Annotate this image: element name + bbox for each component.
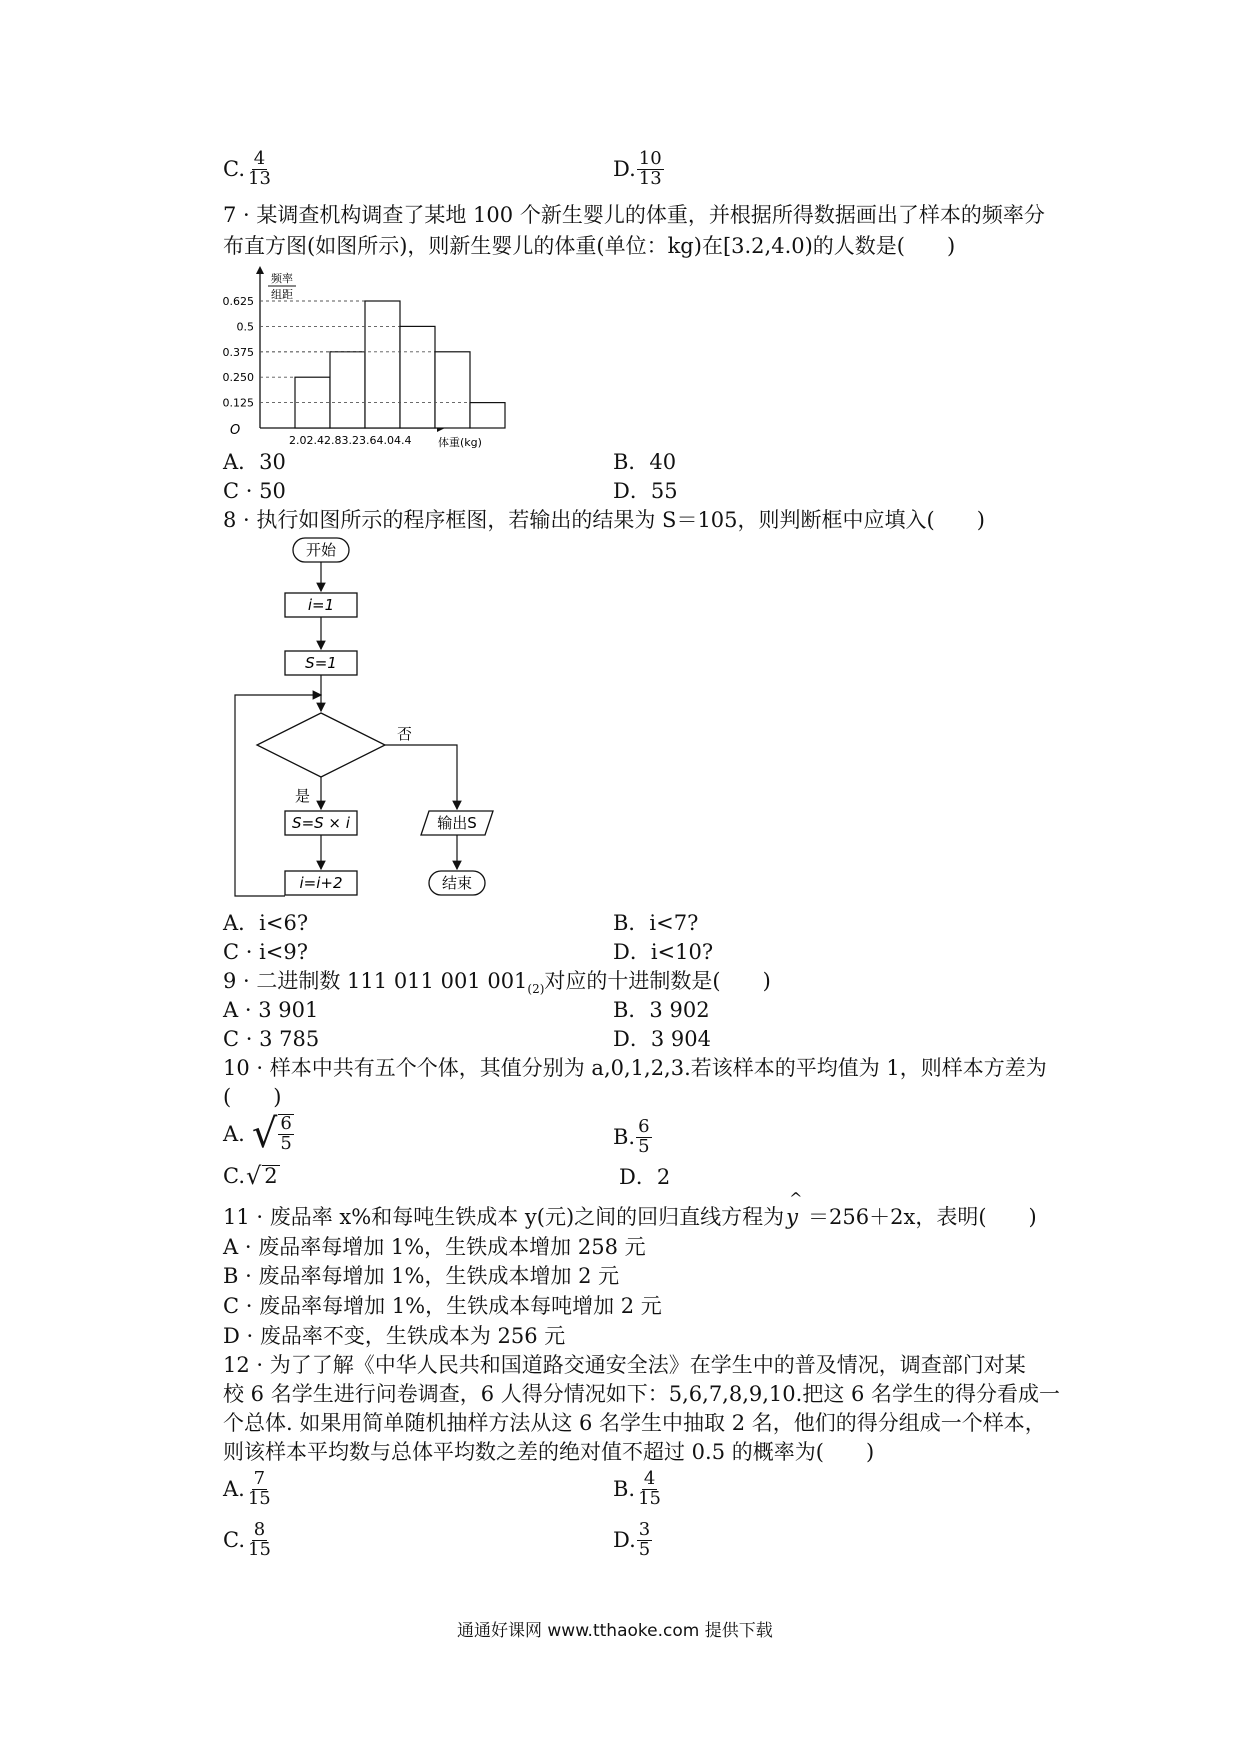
q9-text-main: 9 · 二进制数 111 011 001 001 bbox=[223, 969, 528, 993]
q6-option-c bbox=[223, 150, 273, 189]
fraction bbox=[636, 1470, 663, 1509]
origin-label: O bbox=[230, 423, 241, 438]
option-label: A. bbox=[223, 1121, 245, 1146]
q12-option-a bbox=[223, 1470, 273, 1509]
y-tick-label: 0.625 bbox=[222, 295, 254, 308]
sqrt-sign: √ bbox=[246, 1162, 262, 1190]
numerator: 6 bbox=[280, 1113, 292, 1135]
option-label: D. bbox=[613, 1527, 636, 1552]
q10-option-b bbox=[613, 1118, 652, 1157]
q10-line-2: ( ) bbox=[223, 1085, 282, 1109]
option-label: C. bbox=[223, 1163, 245, 1188]
option-label: C. bbox=[223, 1527, 245, 1552]
flow-update-s-label: S=S × i bbox=[292, 814, 350, 832]
q7-line-2: 布直方图(如图所示)，则新生婴儿的体重(单位：kg)在[3.2,4.0)的人数是( ) bbox=[223, 234, 956, 258]
q9-base-subscript: (2) bbox=[527, 982, 545, 997]
histogram-bar bbox=[400, 326, 435, 428]
q11-text-tail: ＝256＋2x，表明( ) bbox=[808, 1205, 1037, 1229]
radicand: 2 bbox=[264, 1164, 278, 1188]
q9-text-tail: 对应的十进制数是( ) bbox=[544, 969, 771, 993]
q7-option-d: D．55 bbox=[613, 479, 678, 503]
q12-line-1: 12 · 为了了解《中华人民共和国道路交通安全法》在学生中的普及情况，调查部门对某 bbox=[223, 1353, 1026, 1377]
q12-option-d bbox=[613, 1521, 652, 1560]
numerator: 3 bbox=[638, 1519, 651, 1540]
q6-option-d bbox=[613, 150, 664, 189]
q11-option-c: C · 废品率每增加 1%，生铁成本每吨增加 2 元 bbox=[223, 1294, 662, 1318]
flow-start-label: 开始 bbox=[305, 541, 337, 559]
q8-option-c: C · i<9? bbox=[223, 940, 309, 964]
histogram-bar bbox=[435, 352, 470, 428]
flow-init-i-label: i=1 bbox=[307, 596, 335, 614]
fraction bbox=[246, 150, 273, 189]
option-label: D. bbox=[613, 156, 636, 181]
q8-option-b: B．i<7? bbox=[613, 911, 699, 935]
q9-option-d: D．3 904 bbox=[613, 1027, 711, 1051]
y-tick-label: 0.375 bbox=[222, 345, 254, 359]
fraction bbox=[278, 1114, 293, 1154]
q11-text bbox=[223, 1189, 1037, 1229]
page-footer: 通通好课网 www.tthaoke.com 提供下载 bbox=[457, 1621, 773, 1641]
flow-decision-diamond bbox=[257, 713, 385, 777]
q10-option-d: D．2 bbox=[619, 1165, 671, 1189]
q11-option-d: D · 废品率不变，生铁成本为 256 元 bbox=[223, 1324, 566, 1348]
flow-end-label: 结束 bbox=[441, 874, 473, 892]
q12-option-c bbox=[223, 1521, 273, 1560]
hat-y-var: y bbox=[786, 1205, 799, 1229]
denominator: 15 bbox=[638, 1487, 662, 1509]
flow-no-label: 否 bbox=[397, 725, 413, 743]
y-tick-label: 0.5 bbox=[236, 320, 254, 334]
q8-text: 8 · 执行如图所示的程序框图，若输出的结果为 S＝105，则判断框中应填入( ) bbox=[223, 508, 985, 532]
sqrt-sign: √ bbox=[251, 1111, 278, 1157]
denominator: 5 bbox=[638, 1538, 651, 1560]
denominator: 15 bbox=[248, 1538, 271, 1560]
denominator: 13 bbox=[248, 167, 271, 189]
fraction bbox=[246, 1521, 273, 1560]
q7-option-c: C · 50 bbox=[223, 479, 286, 503]
q8-option-a: A．i<6? bbox=[223, 911, 309, 935]
q10-option-a bbox=[223, 1111, 294, 1157]
denominator: 5 bbox=[638, 1135, 650, 1157]
q10-line-1: 10 · 样本中共有五个个体，其值分别为 a,0,1,2,3.若该样本的平均值为 1，则样本方差为 bbox=[223, 1056, 1047, 1080]
option-label: C. bbox=[223, 156, 245, 181]
hat-y: ^ y bbox=[786, 1189, 803, 1229]
flowchart bbox=[225, 533, 525, 903]
histogram-bar bbox=[470, 403, 505, 428]
option-label: B. bbox=[613, 1476, 636, 1501]
q7-line-1: 7 · 某调查机构调查了某地 100 个新生婴儿的体重，并根据所得数据画出了样本的频率分 bbox=[223, 203, 1045, 227]
q12-line-3: 个总体. 如果用简单随机抽样方法从这 6 名学生中抽取 2 名，他们的得分组成一个样本， bbox=[223, 1411, 1046, 1435]
option-label: B. bbox=[613, 1124, 636, 1149]
q12-option-b bbox=[613, 1470, 663, 1509]
flow-output-label: 输出S bbox=[437, 814, 477, 832]
q7-option-a: A．30 bbox=[223, 450, 286, 474]
denominator: 13 bbox=[638, 167, 662, 189]
q11-text-main: 11 · 废品率 x%和每吨生铁成本 y(元)之间的回归直线方程为 bbox=[223, 1205, 785, 1229]
flow-yes-label: 是 bbox=[295, 787, 311, 805]
q10-option-c bbox=[223, 1164, 280, 1188]
option-label: A. bbox=[223, 1476, 245, 1501]
q11-option-b: B · 废品率每增加 1%，生铁成本增加 2 元 bbox=[223, 1264, 620, 1288]
histogram-bar bbox=[295, 377, 330, 428]
flow-init-s-label: S=1 bbox=[305, 654, 337, 672]
q7-option-b: B．40 bbox=[613, 450, 677, 474]
histogram-bar bbox=[365, 301, 400, 428]
q9-option-a: A · 3 901 bbox=[223, 998, 319, 1022]
fraction bbox=[246, 1470, 273, 1509]
frequency-histogram bbox=[215, 262, 555, 452]
numerator: 4 bbox=[643, 1468, 656, 1489]
denominator: 15 bbox=[247, 1487, 271, 1509]
x-tick-labels: 2.02.42.83.23.64.04.4 bbox=[289, 434, 412, 447]
q9-option-c: C · 3 785 bbox=[223, 1027, 320, 1051]
denominator: 5 bbox=[280, 1133, 292, 1154]
fraction bbox=[637, 150, 664, 189]
numerator: 4 bbox=[253, 148, 266, 169]
flow-update-i-label: i=i+2 bbox=[299, 874, 343, 892]
numerator: 10 bbox=[638, 148, 662, 169]
q11-option-a: A · 废品率每增加 1%，生铁成本增加 258 元 bbox=[223, 1235, 646, 1259]
y-axis-label-bottom: 组距 bbox=[271, 288, 293, 301]
fraction bbox=[636, 1118, 651, 1157]
histogram-bar bbox=[330, 352, 365, 428]
q12-line-2: 校 6 名学生进行问卷调查，6 人得分情况如下：5,6,7,8,9,10.把这 6 名学生的得分看成一 bbox=[223, 1382, 1061, 1406]
y-tick-label: 0.250 bbox=[222, 371, 254, 385]
fraction bbox=[637, 1521, 652, 1560]
y-axis-label-top: 频率 bbox=[271, 272, 293, 285]
y-tick-label: 0.125 bbox=[222, 396, 254, 410]
x-axis-label: 体重(kg) bbox=[438, 436, 482, 449]
numerator: 7 bbox=[253, 1468, 266, 1489]
y-axis-arrow bbox=[256, 266, 264, 274]
q9-option-b: B．3 902 bbox=[613, 998, 710, 1022]
q12-line-4: 则该样本平均数与总体平均数之差的绝对值不超过 0.5 的概率为( ) bbox=[223, 1440, 875, 1464]
numerator: 8 bbox=[253, 1519, 266, 1540]
q8-option-d: D．i<10? bbox=[613, 940, 714, 964]
numerator: 6 bbox=[638, 1116, 650, 1137]
q9-text bbox=[223, 971, 771, 995]
